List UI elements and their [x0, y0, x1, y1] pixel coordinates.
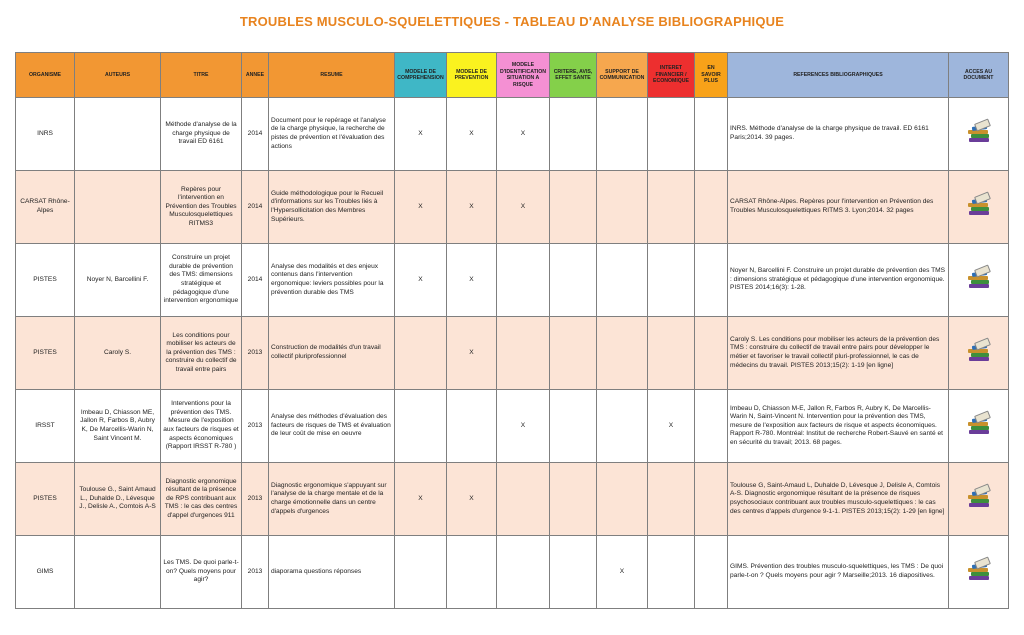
cell-organisme: CARSAT Rhône-Alpes [16, 171, 75, 244]
cell-organisme: PISTES [16, 317, 75, 390]
header-critere: CRITERE, AVIS, EFFET SANTE [550, 53, 597, 98]
cell-resume: Document pour le repérage et l'analyse de la charge physique, la recherche de pistes de prévention et l'évaluation des actions [269, 98, 395, 171]
cell-modele-identification: X [497, 390, 550, 463]
cell-organisme: IRSST [16, 390, 75, 463]
cell-critere [550, 463, 597, 536]
header-modele-comprehension: MODELE DE COMPREHENSION [395, 53, 447, 98]
cell-modele-comprehension: X [395, 244, 447, 317]
cell-auteurs [75, 98, 161, 171]
cell-titre: Les TMS. De quoi parle-t-on? Quels moyens pour agir? [161, 536, 242, 609]
cell-resume: Analyse des méthodes d'évaluation des facteurs de risques de TMS et évaluation de leur coût de mise en oeuvre [269, 390, 395, 463]
cell-modele-prevention: X [447, 171, 497, 244]
bibliography-table [15, 52, 1009, 609]
cell-en-savoir-plus [695, 463, 728, 536]
cell-modele-comprehension: X [395, 463, 447, 536]
cell-interet [648, 536, 695, 609]
header-modele-identification: MODELE D'IDENTIFICATION SITUATION A RISQUE [497, 53, 550, 98]
table-row [16, 463, 1009, 536]
cell-titre: Les conditions pour mobiliser les acteurs de la prévention des TMS : construire du collectif de travail entre pairs [161, 317, 242, 390]
table-row [16, 244, 1009, 317]
cell-references: Noyer N, Barcellini F. Construire un projet durable de prévention des TMS : dimensions stratégique et pédagogique d'une intervention ergonomique. PISTES 2014;16(3): 1-28. [728, 244, 949, 317]
cell-modele-comprehension: X [395, 98, 447, 171]
cell-interet [648, 171, 695, 244]
header-support: SUPPORT DE COMMUNICATION [597, 53, 648, 98]
cell-critere [550, 244, 597, 317]
cell-modele-prevention: X [447, 98, 497, 171]
header-resume: RESUME [269, 53, 395, 98]
cell-auteurs [75, 171, 161, 244]
cell-acces [949, 244, 1009, 317]
cell-support [597, 98, 648, 171]
books-icon[interactable] [966, 412, 992, 436]
books-icon[interactable] [966, 120, 992, 144]
cell-modele-comprehension [395, 317, 447, 390]
header-auteurs: AUTEURS [75, 53, 161, 98]
cell-modele-identification: X [497, 171, 550, 244]
cell-interet [648, 317, 695, 390]
header-modele-prevention: MODELE DE PREVENTION [447, 53, 497, 98]
cell-titre: Méthode d'analyse de la charge physique de travail ED 6161 [161, 98, 242, 171]
cell-modele-comprehension [395, 390, 447, 463]
cell-auteurs [75, 536, 161, 609]
cell-modele-identification [497, 317, 550, 390]
cell-annee: 2013 [242, 390, 269, 463]
table-row [16, 536, 1009, 609]
header-references: REFERENCES BIBLIOGRAPHIQUES [728, 53, 949, 98]
books-icon[interactable] [966, 485, 992, 509]
cell-annee: 2013 [242, 536, 269, 609]
cell-modele-prevention [447, 390, 497, 463]
cell-resume: Analyse des modalités et des enjeux contenus dans l'intervention ergonomique: leviers possibles pour la prévention durable des TMS [269, 244, 395, 317]
cell-modele-prevention [447, 536, 497, 609]
cell-acces [949, 463, 1009, 536]
cell-titre: Construire un projet durable de prévention des TMS: dimensions stratégique et pédagogique d'une intervention ergonomique [161, 244, 242, 317]
cell-modele-identification [497, 463, 550, 536]
cell-references: INRS. Méthode d'analyse de la charge physique de travail. ED 6161 Paris;2014. 39 pages. [728, 98, 949, 171]
cell-modele-identification [497, 244, 550, 317]
cell-organisme: PISTES [16, 463, 75, 536]
cell-titre: Diagnostic ergonomique résultant de la présence de RPS contribuant aux TMS : le cas des centres d'appel d'urgences 911 [161, 463, 242, 536]
cell-modele-prevention: X [447, 463, 497, 536]
cell-auteurs: Noyer N, Barcellini F. [75, 244, 161, 317]
cell-acces [949, 390, 1009, 463]
cell-references: Toulouse G, Saint-Amaud L, Duhalde D, Lévesque J, Delisle A, Comtois A-S. Diagnostic ergonomique résultant de la présence de risques psychosociaux contribuant aux troubles musculo-squelettiques : le cas des centres d'appels d'urgence 9-1-1. PISTES 2013;15(2): 1-29 [en ligne] [728, 463, 949, 536]
cell-modele-prevention: X [447, 317, 497, 390]
cell-acces [949, 317, 1009, 390]
cell-auteurs: Toulouse G., Saint Amaud L., Duhalde D., Lévesque J., Delisle A., Comtois A-S [75, 463, 161, 536]
cell-titre: Repères pour l'intervention en Prévention des Troubles Musculosquelettiques RITMS3 [161, 171, 242, 244]
header-interet: INTERET FINANCIER / ECONOMIQUE [648, 53, 695, 98]
cell-support: X [597, 536, 648, 609]
books-icon[interactable] [966, 558, 992, 582]
cell-support [597, 390, 648, 463]
cell-en-savoir-plus [695, 317, 728, 390]
cell-references: Imbeau D, Chiasson M-E, Jallon R, Farbos R, Aubry K, De Marcellis-Warin N, Saint-Vincent N. Intervention pour la prévention des TMS, mesure de l'exposition aux facteurs de risque et aspects économiques. Rapport R-780. Montréal: Institut de recherche Robert-Sauvé en santé et en sécurité du travail; 2013. 68 pages. [728, 390, 949, 463]
cell-acces [949, 536, 1009, 609]
cell-acces [949, 171, 1009, 244]
table-row [16, 98, 1009, 171]
cell-en-savoir-plus [695, 536, 728, 609]
cell-annee: 2013 [242, 317, 269, 390]
books-icon[interactable] [966, 193, 992, 217]
cell-annee: 2014 [242, 171, 269, 244]
cell-interet [648, 98, 695, 171]
cell-modele-prevention: X [447, 244, 497, 317]
cell-resume: Diagnostic ergonomique s'appuyant sur l'analyse de la charge mentale et de la charge émotionnelle dans un centre d'appels d'urgences [269, 463, 395, 536]
cell-organisme: PISTES [16, 244, 75, 317]
cell-critere [550, 536, 597, 609]
table-row [16, 317, 1009, 390]
cell-critere [550, 390, 597, 463]
cell-annee: 2014 [242, 98, 269, 171]
cell-critere [550, 98, 597, 171]
books-icon[interactable] [966, 339, 992, 363]
cell-critere [550, 317, 597, 390]
cell-modele-comprehension [395, 536, 447, 609]
header-en-savoir-plus: EN SAVOIR PLUS [695, 53, 728, 98]
header-acces: ACCES AU DOCUMENT [949, 53, 1009, 98]
cell-en-savoir-plus [695, 244, 728, 317]
cell-references: CARSAT Rhône-Alpes. Repères pour l'intervention en Prévention des Troubles Musculosquelettiques RITMS 3. Lyon;2014. 32 pages [728, 171, 949, 244]
cell-resume: diaporama questions réponses [269, 536, 395, 609]
cell-support [597, 463, 648, 536]
table-header-row [16, 53, 1009, 98]
cell-auteurs: Caroly S. [75, 317, 161, 390]
cell-organisme: GIMS [16, 536, 75, 609]
books-icon[interactable] [966, 266, 992, 290]
cell-references: GIMS. Prévention des troubles musculo-squelettiques, les TMS : De quoi parle-t-on ? Quels moyens pour agir ? Marseille;2013. 16 diapositives. [728, 536, 949, 609]
cell-acces [949, 98, 1009, 171]
cell-interet [648, 463, 695, 536]
cell-support [597, 244, 648, 317]
cell-references: Caroly S. Les conditions pour mobiliser les acteurs de la prévention des TMS : construire du collectif de travail entre pairs pour développer le métier et favoriser le travail collectif pluri-professionnel, le cas de médecins du travail. PISTES 2013;15(2): 1-19 [en ligne] [728, 317, 949, 390]
cell-en-savoir-plus [695, 390, 728, 463]
cell-organisme: INRS [16, 98, 75, 171]
cell-modele-comprehension: X [395, 171, 447, 244]
cell-resume: Guide méthodologique pour le Recueil d'informations sur les Troubles liés à l'Hypersollicitation des Membres Supérieurs. [269, 171, 395, 244]
cell-support [597, 171, 648, 244]
cell-interet: X [648, 390, 695, 463]
cell-auteurs: Imbeau D, Chiasson ME, Jallon R, Farbos B, Aubry K, De Marcellis-Warin N, Saint Vincent M. [75, 390, 161, 463]
cell-modele-identification [497, 536, 550, 609]
header-annee: ANNEE [242, 53, 269, 98]
cell-critere [550, 171, 597, 244]
cell-en-savoir-plus [695, 171, 728, 244]
header-organisme: ORGANISME [16, 53, 75, 98]
header-titre: TITRE [161, 53, 242, 98]
page-title: TROUBLES MUSCULO-SQUELETTIQUES - TABLEAU D'ANALYSE BIBLIOGRAPHIQUE [239, 14, 785, 29]
cell-titre: Interventions pour la prévention des TMS. Mesure de l'exposition aux facteurs de risques et aspects économiques (Rapport IRSST R-780 ) [161, 390, 242, 463]
table-row [16, 390, 1009, 463]
cell-support [597, 317, 648, 390]
table-row [16, 171, 1009, 244]
cell-modele-identification: X [497, 98, 550, 171]
cell-en-savoir-plus [695, 98, 728, 171]
cell-interet [648, 244, 695, 317]
cell-annee: 2013 [242, 463, 269, 536]
cell-resume: Construction de modalités d'un travail collectif pluriprofessionnel [269, 317, 395, 390]
cell-annee: 2014 [242, 244, 269, 317]
